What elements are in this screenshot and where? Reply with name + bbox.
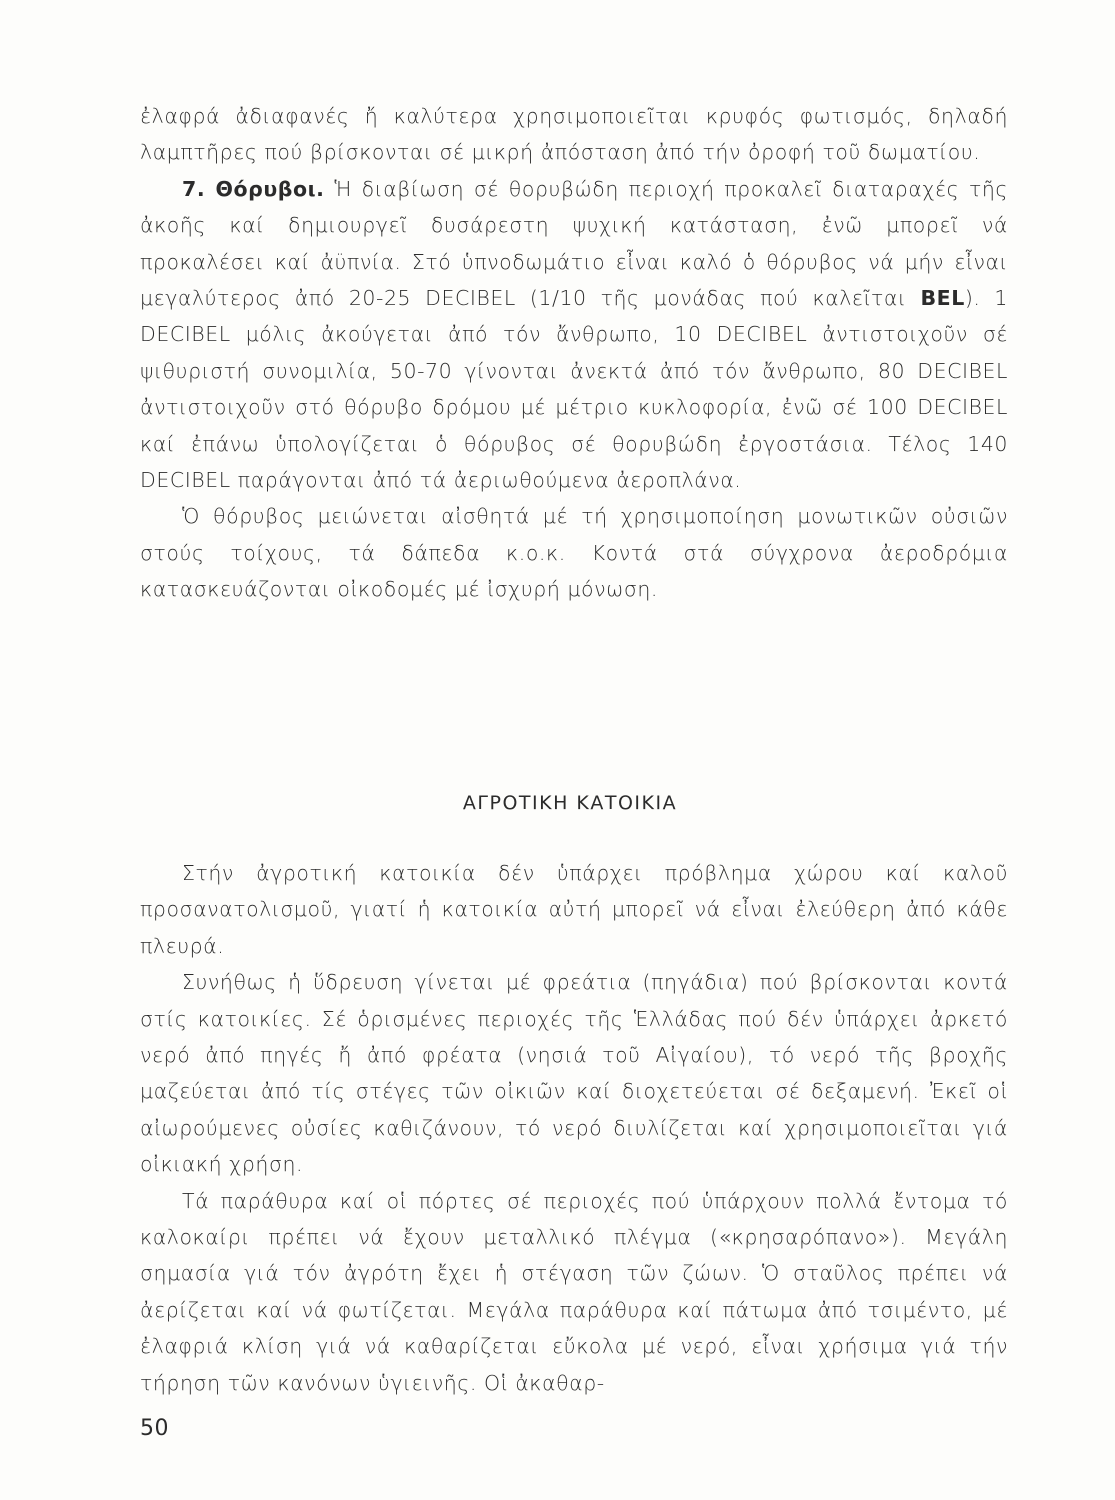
section-heading: ΑΓΡΟΤΙΚΗ ΚΑΤΟΙΚΙΑ [462, 792, 678, 814]
rural-paragraph-2: Συνήθως ἡ ὕδρευση γίνεται μέ φρεάτια (πηγάδια) πού βρίσκονται κοντά στίς κατοικίες. Σέ ὁρισμένες περιοχές τῆς Ἑλλάδας πού δέν ὑπάρχει ἀρκετό νερό ἀπό πηγές ἤ ἀπό φρέατα (νησιά τοῦ Αἰγαίου), τό νερό τῆς βροχῆς μαζεύεται ἀπό τίς στέγες τῶν οἰκιῶν καί διοχετεύεται σέ δεξαμενή. Ἐκεῖ οἱ αἰωρούμενες οὐσίες καθιζάνουν, τό νερό διυλίζεται καί χρησιμοποιεῖται γιά οἰκιακή χρήση. [140, 970, 1008, 1177]
rural-paragraph-1: Στήν ἀγροτική κατοικία δέν ὑπάρχει πρόβλημα χώρου καί καλοῦ προσανατολισμοῦ, γιατί ἡ κατοικία αὐτή μπορεῖ νά εἶναι ἐλεύθερη ἀπό κάθε πλευρά. [140, 861, 1008, 958]
noise-paragraph-text: Ἡ διαβίωση σέ θορυβώδη περιοχή προκαλεῖ διαταραχές τῆς ἀκοῆς καί δημιουργεῖ δυσάρεστη ψυχική κατάσταση, ἐνῶ μπορεῖ νά προκαλέσει καί ἀϋπνία. Στό ὑπνοδωμάτιο εἶναι καλό ὁ θόρυβος νά μήν εἶναι μεγαλύτερος ἀπό 20-25 DECIBEL (1/10 τῆς μονάδας πού καλεῖται [140, 176, 1008, 311]
top-text-block [140, 98, 1008, 608]
noise-paragraph-text-end: ). 1 DECIBEL μόλις ἀκούγεται ἀπό τόν ἄνθρωπο, 10 DECIBEL ἀντιστοιχοῦν σέ ψιθυριστή συνομιλία, 50-70 γίνονται ἀνεκτά ἀπό τόν ἄνθρωπο, 80 DECIBEL ἀντιστοιχοῦν στό θόρυβο δρόμου μέ μέτριο κυκλοφορία, ἐνῶ σέ 100 DECIBEL καί ἐπάνω ὑπολογίζεται ὁ θόρυβος σέ θορυβώδη ἐργοστάσια. Τέλος 140 DECIBEL παράγονται ἀπό τά ἀεριωθούμενα ἀεροπλάνα. [140, 286, 1008, 493]
rural-paragraph-3: Τά παράθυρα καί οἱ πόρτες σέ περιοχές πού ὑπάρχουν πολλά ἔντομα τό καλοκαίρι πρέπει νά ἔχουν μεταλλικό πλέγμα («κρησαρόπανο»). Μεγάλη σημασία γιά τόν ἀγρότη ἔχει ἡ στέγαση τῶν ζώων. Ὁ σταῦλος πρέπει νά ἀερίζεται καί νά φωτίζεται. Μεγάλα παράθυρα καί πάτωμα ἀπό τσιμέντο, μέ ἐλαφριά κλίση γιά νά καθαρίζεται εὔκολα μέ νερό, εἶναι χρήσιμα γιά τήν τήρηση τῶν κανόνων ὑγιεινῆς. Οἱ ἀκαθαρ- [140, 1188, 1008, 1395]
noise-section-label: 7. Θόρυβοι. [182, 176, 325, 201]
noise-paragraph [140, 171, 1008, 499]
page-number: 50 [140, 1416, 169, 1441]
bottom-text-block [140, 855, 1008, 1401]
continuation-paragraph: ἐλαφρά ἀδιαφανές ἤ καλύτερα χρησιμοποιεῖται κρυφός φωτισμός, δηλαδή λαμπτῆρες πού βρίσκονται σέ μικρή ἀπόσταση ἀπό τήν ὀροφή τοῦ δωματίου. [140, 104, 1008, 165]
bel-term: BEL [920, 286, 965, 311]
noise-reduction-paragraph: Ὁ θόρυβος μειώνεται αἰσθητά μέ τή χρησιμοποίηση μονωτικῶν οὐσιῶν στούς τοίχους, τά δάπεδα κ.ο.κ. Κοντά στά σύγχρονα ἀεροδρόμια κατασκευάζονται οἰκοδομές μέ ἰσχυρή μόνωση. [140, 504, 1008, 602]
